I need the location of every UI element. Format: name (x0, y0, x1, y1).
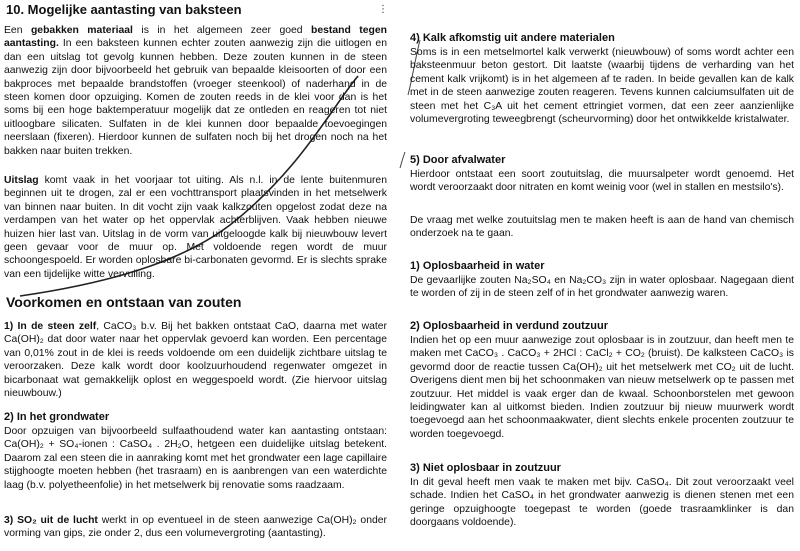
o3-paragraph: In dit geval heeft men vaak te maken met bijv. CaSO₄. Dit zout veroorzaakt veel schade. Indien het CaSO₄ in het grondwater aanwezig is dienen stenen met een geringe opzuighoogte toegepast te worden (goede trasraamklinker is dan doorgaans voldoende). (410, 477, 794, 529)
s4-heading: 4) Kalk afkomstig uit andere materialen (410, 32, 615, 44)
question-paragraph: De vraag met welke zoutuitslag men te maken heeft is aan de hand van chemisch onderzoek na te gaan. (410, 215, 794, 240)
scan-dot-mark: ⋮ (378, 4, 388, 15)
o2-heading: 2) Oplosbaarheid in verdund zoutzuur (410, 320, 609, 332)
uitslag-paragraph: Uitslag komt vaak in het voorjaar tot uiting. Als n.l. in de lente buitenmuren beginnen uit te drogen, zal er een vochttransport plaatsvinden in het metselwerk van binnen naar buiten. In dit vocht zijn vaak kalkzouten opgelost zodat deze na verdampen van het water op het oppervlak achterblijven. Vaak hebben nieuwe huizen hier last van. Uitslag in de vorm van uitgeloogde kalk bij nieuwbouw levert geen gevaar voor de muur op. Met voldoende regen wordt de muur schoongespoeld. Er worden oplosbare bi-carbonaten gevormd. Er is slechts sprake van een tijdelijke witte vervuiling. (4, 175, 387, 280)
s2-heading: 2) In het grondwater (4, 411, 110, 423)
s1-paragraph: 1) In de steen zelf, CaCO₃ b.v. Bij het bakken ontstaat CaO, daarna met water Ca(OH)₂ dat door water naar het oppervlak gevoerd kan worden. Een percentage van 0,01% zout in de klei is reeds voldoende om een duidelijk zichtbare uitslag te veroorzaken. Deze kalk wordt door koolzuurhoudend regenwater omgezet in bicarbonaat wat gemakkelijk oplost en weggespoeld wordt. (Zie hiervoor uitslag nieuwbouw.) (4, 321, 387, 400)
subtitle-heading: Voorkomen en ontstaan van zouten (6, 294, 242, 310)
s5-heading: 5) Door afvalwater (410, 154, 506, 166)
s4-paragraph: Soms is in een metselmortel kalk verwerkt (nieuwbouw) of soms wordt achter een baksteenmuur beton gestort. Dit laatste (waarbij tijdens de verharding van het cement kalk vrijkomt) is in het algemeen af te raden. In beide gevallen kan de kalk met in de steen aanwezige zouten reageren. Tevens kunnen calciumsulfaten uit de steen met het C₃A uit het cement ettringiet vormen, dat een zeer aanzienlijke volumevergroting teweegbrengt (scheurvorming) door het ontwikkelde kristalwater. (410, 47, 794, 126)
intro-paragraph: Een gebakken materiaal is in het algemeen zeer goed bestand tegen aantasting. In een baksteen kunnen echter zouten aanwezig zijn die uitlogen en dan een uitslag tot gevolg kunnen hebben. Deze zouten kunnen in de steen aanwezig zijn door bijvoorbeeld het gebruik van bepaalde kleisoorten of door een bakproces met bepaalde brandstoffen (vroeger steenkool) of naderhand in de steen komen door opzuiging. Komen de zouten reeds in de klei voor dan is het soms bij een hoge baktemperatuur mogelijk dat ze ontleden en reageren tot niet uitloogbare silicaten. Sulfaten in de klei kunnen door bepaalde toevoegingen neerslaan (fixeren). Hierdoor kunnen de sulfaten noch bij het drogen noch na het bakken naar buiten trekken. (4, 25, 388, 157)
o1-paragraph: De gevaarlijke zouten Na₂SO₄ en Na₂CO₃ zijn in water oplosbaar. Nagegaan dient te worden of zij in de steen zelf of in het grondwater aanwezig waren. (410, 275, 794, 300)
s3-paragraph: 3) SO₂ uit de lucht werkt in op eventueel in de steen aanwezige Ca(OH)₂ onder vorming van gips, zie onder 2, dus een volumevergroting (aantasting). (4, 515, 387, 540)
o1-heading: 1) Oplosbaarheid in water (410, 260, 545, 272)
section-title: 10. Mogelijke aantasting van baksteen (6, 2, 242, 17)
o3-heading: 3) Niet oplosbaar in zoutzuur (410, 462, 561, 474)
o2-paragraph: Indien het op een muur aanwezige zout oplosbaar is in zoutzuur, dan heeft men te maken met CaCO₃ . CaCO₃ + 2HCl : CaCl₂ + CO₂ (bruist). De kalksteen CaCO₃ is gevormd door de reactie tussen Ca(OH)₂ uit het metselwerk met CO₂ uit de lucht. Overigens dient men bij het schoonmaken van nieuw metselwerk op te passen met zoutzuur. Het middel is vaak erger dan de kwaal. Schoonborstelen met gewoon leidingwater kan al uitkomst bieden. Indien zoutzuur bij nieuw muurwerk wordt toegevoegd aan het schoonmaakwater, dient slechts enkele procenten zoutzuur te worden toegevoegd. (410, 335, 794, 440)
s5-paragraph: Hierdoor ontstaat een soort zoutuitslag, die muursalpeter wordt genoemd. Het wordt veroorzaakt door nitraten en komt weinig voor (wel in stallen en mestsilo's). (410, 169, 794, 194)
s2-paragraph: Door opzuigen van bijvoorbeeld sulfaathoudend water kan aantasting ontstaan: Ca(OH)₂ + SO₄-ionen : CaSO₄ . 2H₂O, hetgeen een duidelijke uitslag betekent. Daarom zal een steen die in aanraking komt met het grondwater een lage capillaire stijghoogte moeten hebben (het trasraam) en is aanbrengen van een waterdichte laag (b.v. polyetheenfolie) in het metselwerk bij renovatie soms raadzaam. (4, 426, 387, 491)
